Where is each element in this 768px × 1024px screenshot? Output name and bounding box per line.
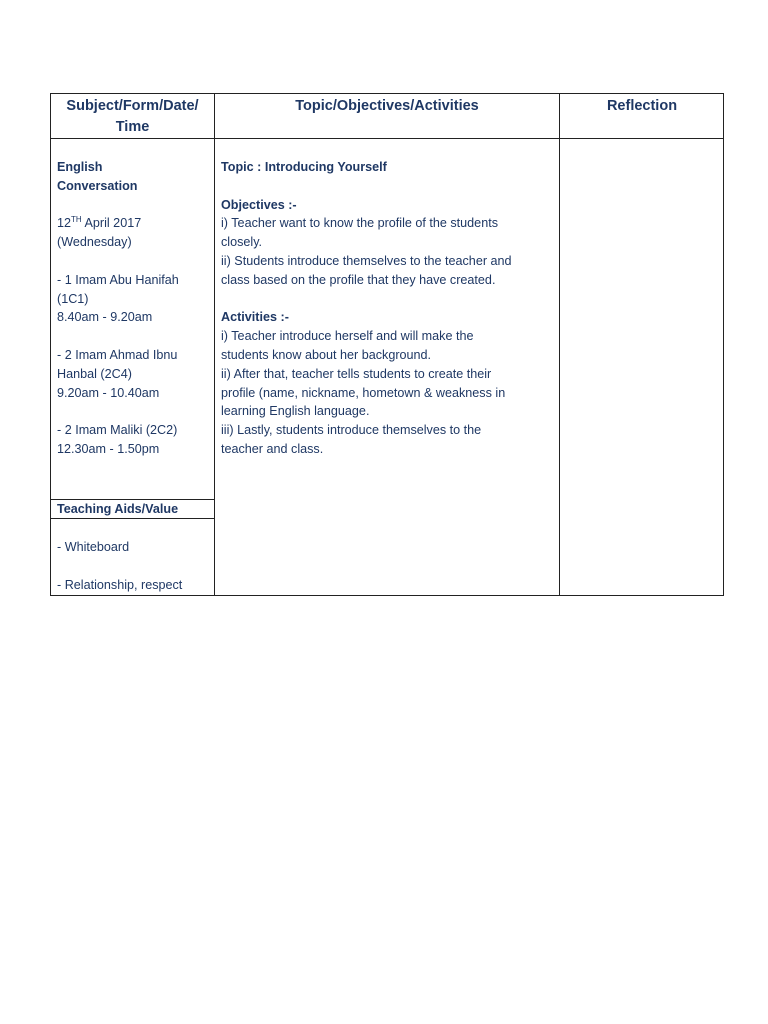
activity-text: ii) After that, teacher tells students to create their (221, 366, 492, 381)
class-1-time: 8.40am - 9.20am (57, 310, 153, 325)
class-3-name: - 2 Imam Maliki (2C2) (57, 423, 178, 438)
header-subject (51, 94, 214, 138)
header-topic: Topic/Objectives/Activities (295, 98, 479, 114)
class-1-code: (1C1) (57, 291, 89, 306)
subject-name-line2: Conversation (57, 178, 138, 193)
activity-text: learning English language. (221, 404, 370, 419)
subject-column (57, 158, 179, 459)
activities-header: Activities :- (221, 310, 289, 325)
objective-text: class based on the profile that they have created. (221, 272, 496, 287)
activity-text: students know about her background. (221, 347, 432, 362)
teaching-aids-list (57, 538, 182, 594)
class-1-name: - 1 Imam Abu Hanifah (57, 272, 179, 287)
class-2-name: - 2 Imam Ahmad Ibnu (57, 347, 178, 362)
activity-text: i) Teacher introduce herself and will make the (221, 329, 474, 344)
header-subject-line1: Subject/Form/Date/ (66, 98, 199, 114)
header-subject-line2: Time (115, 119, 150, 135)
activity-text: iii) Lastly, students introduce themselves to the (221, 423, 482, 438)
lesson-weekday: (Wednesday) (57, 235, 132, 250)
objective-text: ii) Students introduce themselves to the teacher and (221, 253, 512, 268)
class-2-code: Hanbal (2C4) (57, 366, 132, 381)
class-3-time: 12.30am - 1.50pm (57, 441, 160, 456)
reflection-cell (560, 139, 724, 596)
topic-title: Topic : Introducing Yourself (221, 160, 387, 174)
lesson-plan-table (50, 93, 724, 596)
activity-text: teacher and class. (221, 441, 324, 456)
aid-item: - Whiteboard (57, 540, 130, 554)
aid-item: - Relationship, respect (57, 577, 183, 592)
column-divider (214, 94, 215, 595)
header-reflection: Reflection (606, 98, 678, 114)
objectives-header: Objectives :- (221, 197, 297, 212)
lesson-date: 12TH April 2017 (57, 215, 142, 231)
subject-name: English (57, 160, 103, 174)
objective-text: closely. (221, 235, 263, 250)
teaching-aids-header: Teaching Aids/Value (57, 502, 179, 516)
class-2-time: 9.20am - 10.40am (57, 385, 160, 400)
activity-text: profile (name, nickname, hometown & weakness in (221, 385, 506, 400)
topic-column (221, 158, 512, 459)
objective-text: i) Teacher want to know the profile of the students (221, 216, 498, 231)
